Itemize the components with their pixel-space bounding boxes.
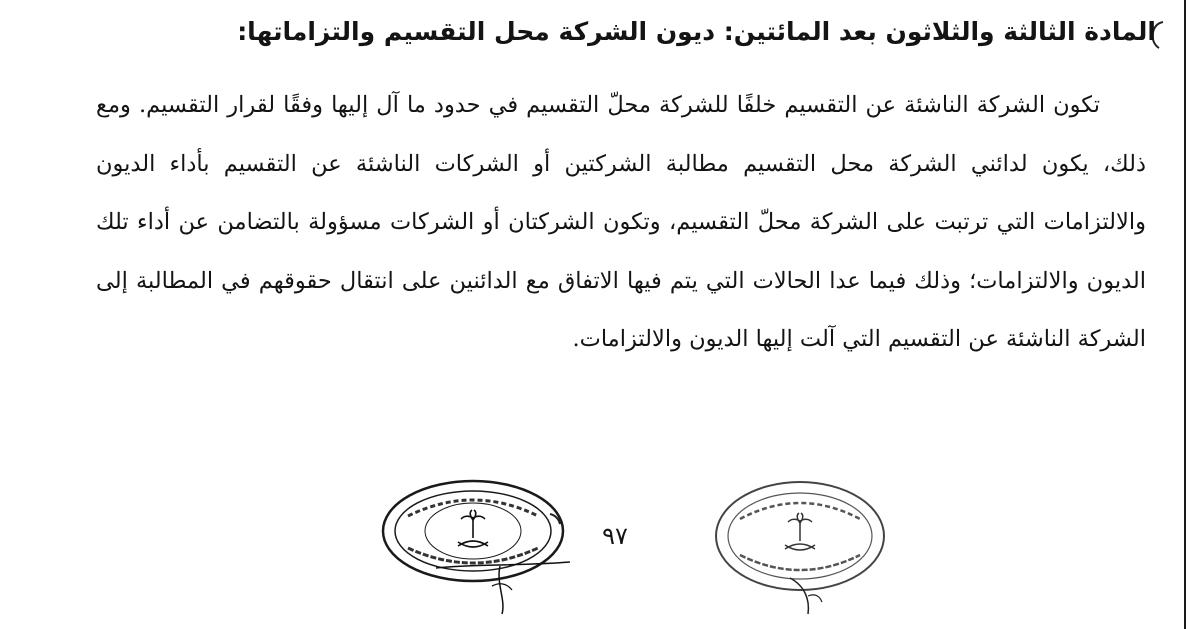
palm-swords-emblem-icon <box>458 510 488 547</box>
article-heading: المادة الثالثة والثلاثون بعد المائتين: ديون الشركة محل التقسيم والتزاماتها: <box>237 17 1156 46</box>
signature-left <box>430 556 580 616</box>
palm-swords-emblem-icon <box>785 513 815 550</box>
page-border-line <box>1184 0 1186 629</box>
article-body <box>96 76 1146 369</box>
article-paragraph: تكون الشركة الناشئة عن التقسيم خلفًا للشركة محلّ التقسيم في حدود ما آل إليها وفقًا لقرار التقسيم. ومع ذلك، يكون لدائني الشركة محل التقسيم مطالبة الشركتين أو الشركات الناشئة عن التقسيم بأداء الديون والالتزامات التي ترتبت على الشركة محلّ التقسيم، وتكون الشركتان أو الشركات مسؤولة بالتضامن عن أداء تلك الديون والالتزامات؛ وذلك فيما عدا الحالات التي يتم فيها الاتفاق مع الدائنين على انتقال حقوقهم في المطالبة إلى الشركة الناشئة عن التقسيم التي آلت إليها الديون والالتزامات. <box>96 92 1146 352</box>
page-number: ٩٧ <box>602 522 628 550</box>
signature-right <box>750 556 890 616</box>
